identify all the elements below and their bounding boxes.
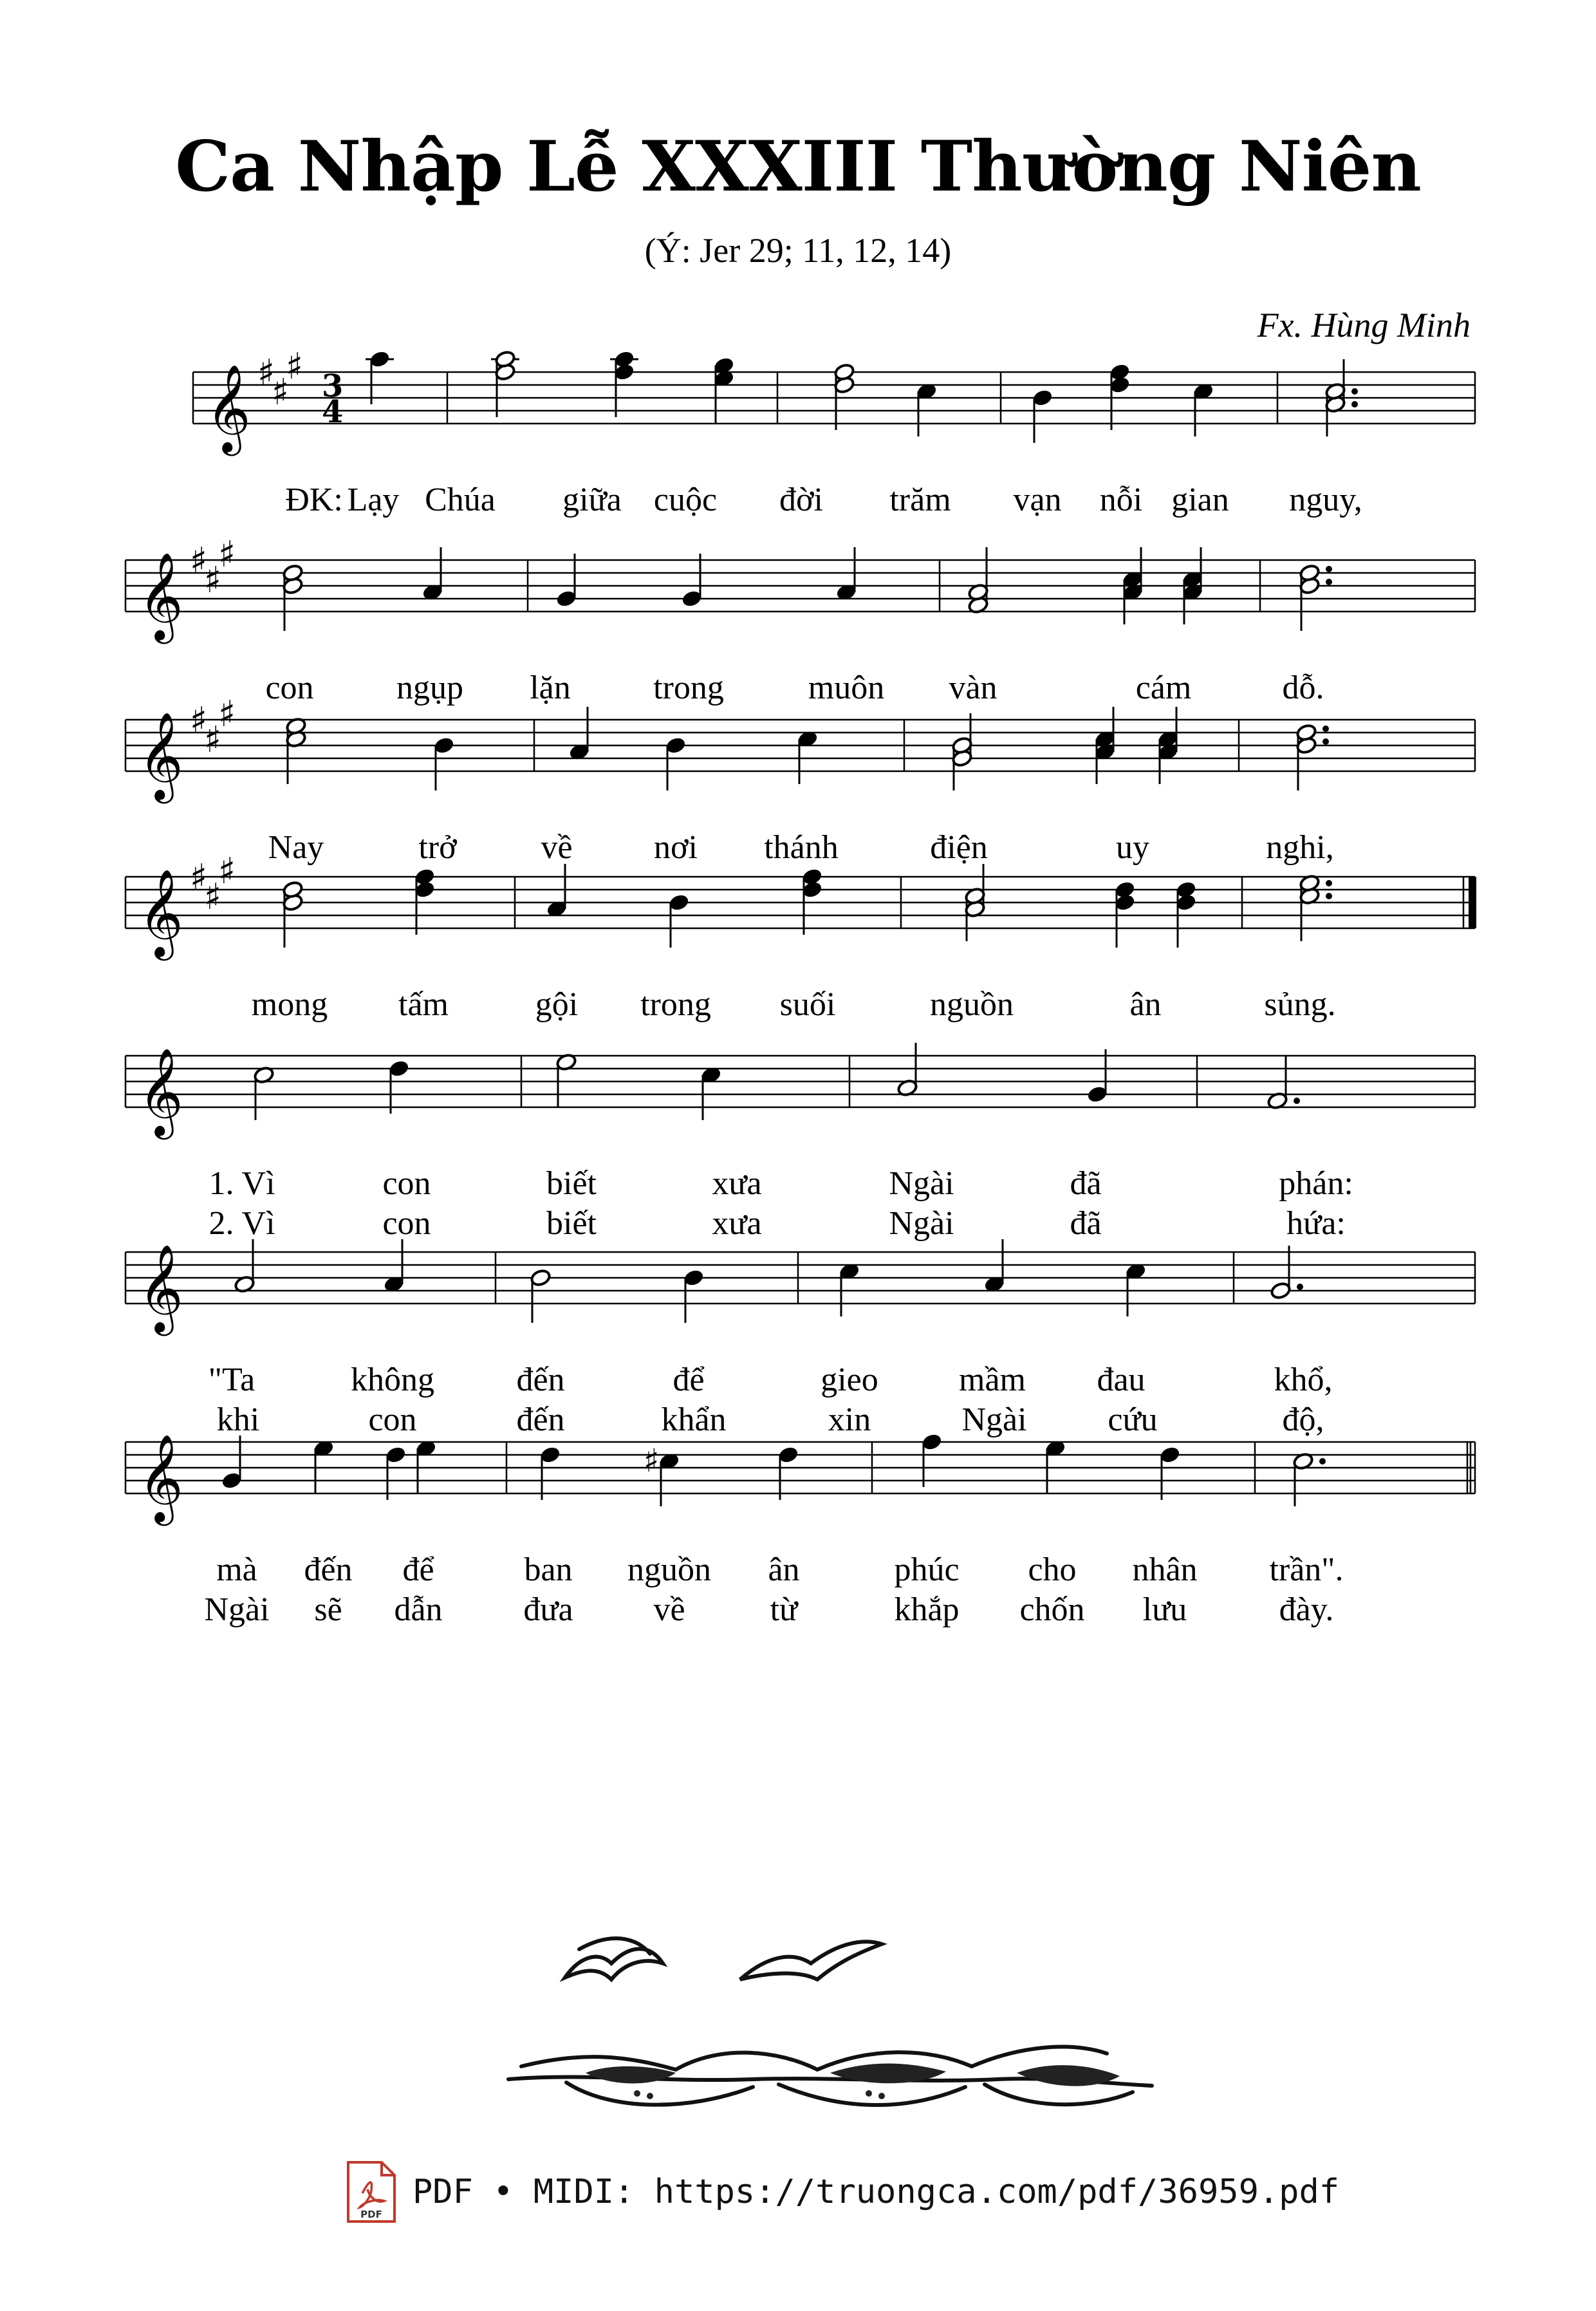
lyric-syllable: gian [1171,482,1229,518]
key-signature-sharp: ♯ [204,559,222,601]
lyric-syllable: ban [524,1551,573,1588]
lyric-syllable: đưa [523,1591,573,1628]
lyric-syllable: xưa [712,1205,762,1242]
lyric-syllable: nguy, [1289,482,1362,518]
lyric-syllable: đã [1070,1205,1102,1242]
lyric-syllable: khi [216,1401,260,1438]
lyric-syllable: khắp [894,1591,960,1628]
lyric-syllable: phán: [1279,1165,1353,1202]
time-signature-bottom: 4 [322,394,344,430]
dot [1294,1098,1300,1104]
lyric-syllable: 1. Vì [209,1165,275,1202]
staff-system-6 [125,1239,1475,1438]
treble-clef: 𝄞 [206,363,251,452]
lyric-syllable: lặn [530,669,571,706]
lyric-syllable: muôn [808,669,885,706]
lyric-syllable: biết [546,1165,597,1202]
lyric-syllable: Ngài [889,1165,954,1202]
dot [1322,738,1329,745]
key-signature-sharp: ♯ [257,352,275,394]
dot [1326,566,1332,572]
lyric-syllable: mà [216,1551,257,1588]
lyric-syllable: trần". [1269,1551,1344,1588]
pdf-icon-label: PDF [360,2209,382,2220]
lyric-syllable: xưa [712,1165,762,1202]
lyric-syllable: con [382,1165,431,1202]
lyric-syllable: "Ta [208,1361,255,1398]
key-signature-sharp: ♯ [218,850,236,892]
key-signature-sharp: ♯ [218,693,236,735]
staff-system-3 [125,693,1475,866]
lyric-syllable: đời [779,482,823,518]
lyric-syllable: Ngài [889,1205,954,1242]
lyric-syllable: nguồn [627,1551,711,1588]
lyric-syllable: xin [828,1401,871,1438]
treble-clef: 𝄞 [138,1243,183,1332]
lyric-syllable: cứu [1108,1401,1158,1438]
lyric-syllable: Lạy [347,482,400,518]
lyric-syllable: gội [535,986,579,1023]
lyric-syllable: độ, [1282,1401,1324,1438]
lyric-syllable: cuộc [653,482,718,518]
lyric-syllable: điện [930,829,988,866]
lyric-syllable: uy [1116,829,1149,866]
lyric-syllable: hứa: [1286,1205,1346,1242]
lyric-syllable: Chúa [425,482,496,518]
lyric-syllable: ân [768,1551,800,1588]
lyric-syllable: cho [1028,1551,1077,1588]
lyric-syllable: chốn [1019,1591,1085,1628]
lyric-syllable: để [402,1551,434,1588]
lyric-syllable: ngụp [396,669,463,706]
treble-clef: 𝄞 [138,1433,183,1522]
lyric-syllable: từ [770,1591,798,1628]
lyric-syllable: sẽ [314,1591,342,1628]
lyric-syllable: đến [516,1401,565,1438]
treble-clef: 𝄞 [138,711,183,800]
lyric-syllable: khẩn [661,1401,727,1438]
lyric-syllable: để [673,1361,705,1398]
birds-and-waves-decoration [418,1918,1191,2131]
footer-text[interactable]: PDF • MIDI: https://truongca.com/pdf/36959.pdf [413,2173,1340,2211]
lyric-syllable: đến [516,1361,565,1398]
lyric-syllable: trở [418,829,457,866]
lyric-syllable: biết [546,1205,597,1242]
lyric-syllable: về [541,829,573,866]
dot [1351,388,1358,395]
lyric-syllable: Ngài [961,1401,1027,1438]
lyric-syllable: đày. [1279,1591,1334,1628]
lyric-syllable: thánh [764,829,839,866]
lyric-syllable: vàn [949,669,998,706]
lyric-syllable: khổ, [1274,1361,1333,1398]
key-signature-sharp: ♯ [190,700,208,742]
staff-system-1 [193,346,1475,518]
staff-system-7 [125,1432,1475,1628]
lyric-syllable: nhân [1132,1551,1198,1588]
lyric-syllable: Ngài [204,1591,270,1628]
scripture-reference: (Ý: Jer 29; 11, 12, 14) [644,231,952,270]
key-signature-sharp: ♯ [286,346,304,388]
lyric-syllable: trong [640,986,711,1023]
dot [1326,893,1332,899]
lyric-syllable: đã [1070,1165,1102,1202]
lyric-syllable: nghi, [1266,829,1334,866]
lyric-syllable: đau [1097,1361,1146,1398]
lyric-syllable: về [653,1591,685,1628]
lyric-syllable: nguồn [930,986,1014,1023]
lyric-syllable: sủng. [1264,986,1336,1023]
lyric-syllable: lưu [1142,1591,1187,1628]
lyric-syllable: 2. Vì [209,1205,275,1242]
time-signature-top: 3 [322,368,344,404]
lyric-syllable: dỗ. [1282,669,1324,706]
footer-link-row[interactable] [344,2160,1339,2224]
song-title: Ca Nhập Lễ XXXIII Thường Niên [175,126,1421,207]
lyric-syllable: đến [304,1551,353,1588]
lyric-syllable: cám [1135,669,1192,706]
treble-clef: 𝄞 [138,551,183,640]
dot [1322,725,1329,732]
lyric-syllable: giữa [562,482,622,518]
key-signature-sharp: ♯ [272,371,290,413]
lyric-syllable: mong [251,986,328,1023]
key-signature-sharp: ♯ [190,857,208,899]
lyric-syllable: nỗi [1099,482,1143,518]
staff-system-4 [125,850,1476,1023]
lyric-syllable: nơi [654,829,698,866]
treble-clef: 𝄞 [138,868,183,957]
lyric-syllable: không [351,1361,434,1398]
dot [1326,880,1332,886]
key-signature-sharp: ♯ [190,540,208,582]
dot [1326,579,1332,585]
lyric-syllable: tấm [398,986,449,1023]
lyric-syllable: suối [779,986,836,1023]
lyric-syllable: con [368,1401,417,1438]
lyric-syllable: ân [1129,986,1162,1023]
lyric-syllable: Nay [268,829,324,866]
dot [1297,1284,1303,1290]
lyric-syllable: phúc [894,1551,960,1588]
key-signature-sharp: ♯ [204,719,222,761]
lyric-syllable: trăm [889,482,951,518]
lyric-syllable: con [265,669,314,706]
pdf-file-icon [344,2160,398,2224]
key-signature-sharp: ♯ [204,876,222,918]
final-barline [1469,877,1476,928]
staff-system-2 [125,534,1475,706]
lyric-syllable: trong [653,669,724,706]
dot [1319,1458,1326,1464]
staff-system-5 [125,1043,1475,1242]
composer-name: Fx. Hùng Minh [1257,306,1471,344]
lyric-syllable: vạn [1013,482,1062,518]
lyric-syllable: gieo [821,1361,878,1398]
treble-clef: 𝄞 [138,1047,183,1136]
lyric-syllable: dẫn [394,1591,443,1628]
sharp-accidental: ♯ [644,1442,660,1479]
key-signature-sharp: ♯ [218,534,236,575]
lyric-syllable: ĐK: [285,482,343,518]
lyric-syllable: con [382,1205,431,1242]
dot [1351,401,1358,407]
lyric-syllable: mầm [959,1361,1026,1398]
